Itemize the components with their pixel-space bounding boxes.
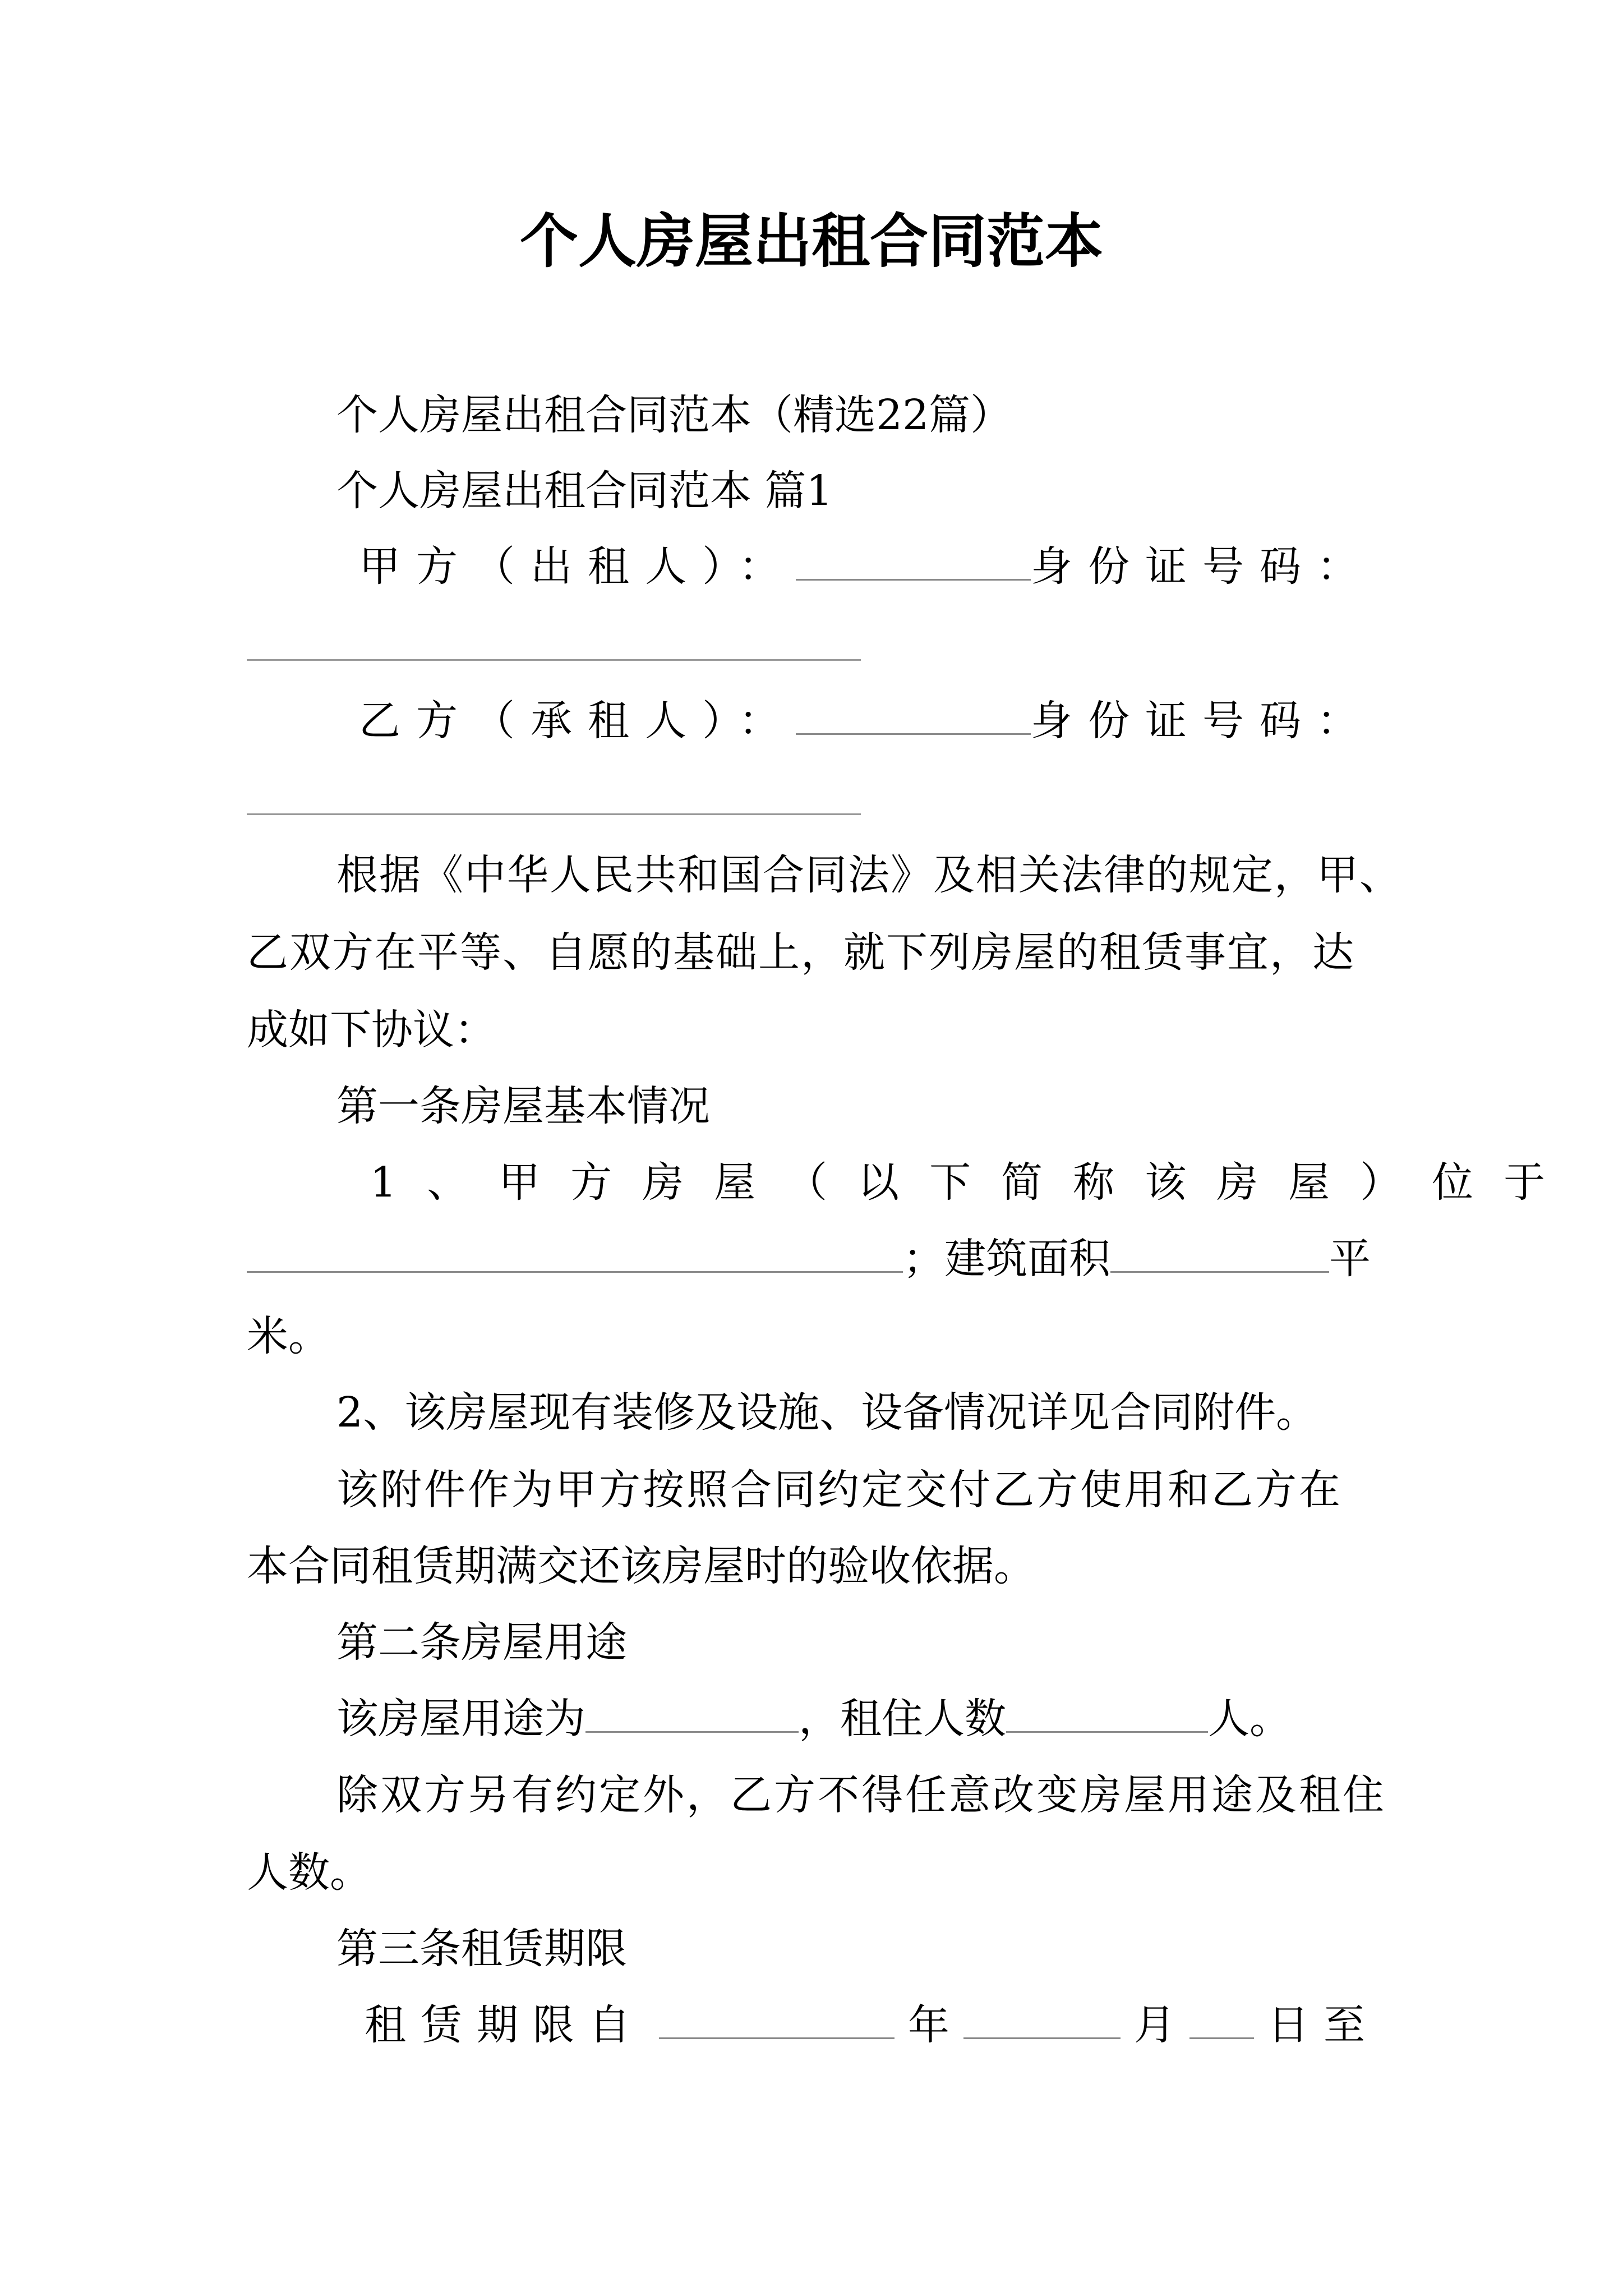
party-a-id-blank <box>247 659 861 661</box>
month-label: 月 <box>1134 2001 1175 2049</box>
start-month-blank <box>963 1997 1121 2039</box>
usage-label: 该房屋用途为 <box>336 1695 585 1743</box>
article1-item1-line3: 米。 <box>247 1312 330 1360</box>
occupants-unit: 人。 <box>1208 1695 1291 1743</box>
day-label: 日至 <box>1267 2001 1380 2049</box>
article2-heading: 第二条房屋用途 <box>336 1618 627 1667</box>
part-heading: 个人房屋出租合同范本 篇1 <box>336 467 833 515</box>
intro-line-2: 乙双方在平等、自愿的基础上，就下列房屋的租赁事宜，达 <box>247 928 1355 977</box>
party-a-name-blank <box>796 539 1031 581</box>
article1-item1-line1: 1、甲方房屋（以下简称该房屋）位于 <box>370 1158 1576 1207</box>
party-b-name-blank <box>796 693 1031 735</box>
party-a-label: 甲方（出租人）： <box>359 542 796 591</box>
party-b-label: 乙方（承租人）： <box>359 697 796 745</box>
restriction-line-2: 人数。 <box>247 1848 371 1897</box>
article3-heading: 第三条租赁期限 <box>336 1925 627 1973</box>
usage-blank <box>585 1691 799 1733</box>
occupants-blank <box>1006 1691 1208 1733</box>
start-day-blank <box>1189 1997 1254 2039</box>
party-a-id-label: 身份证号码： <box>1031 542 1374 591</box>
party-a-line <box>359 539 1374 595</box>
attachment-line-2: 本合同租赁期满交还该房屋时的验收依据。 <box>247 1542 1035 1590</box>
document-title: 个人房屋出租合同范本 <box>519 206 1103 275</box>
document-subtitle: 个人房屋出租合同范本（精选22篇） <box>336 391 1012 439</box>
intro-line-1: 根据《中华人民共和国合同法》及相关法律的规定，甲、 <box>336 851 1402 899</box>
article2-usage-line <box>336 1691 1291 1747</box>
party-b-id-blank <box>247 813 861 815</box>
area-label: ；建筑面积 <box>903 1235 1110 1283</box>
party-b-id-label: 身份证号码： <box>1031 697 1374 745</box>
article3-term-line <box>365 1997 1380 2053</box>
party-b-line <box>359 693 1374 749</box>
restriction-line-1: 除双方另有约定外，乙方不得任意改变房屋用途及租住 <box>336 1771 1386 1819</box>
term-label: 租赁期限自 <box>365 2001 645 2049</box>
article1-item1-line2 <box>247 1231 1380 1287</box>
article1-heading: 第一条房屋基本情况 <box>336 1082 710 1130</box>
area-unit: 平 <box>1329 1235 1371 1283</box>
attachment-line-1: 该附件作为甲方按照合同约定交付乙方使用和乙方在 <box>336 1466 1343 1514</box>
start-year-blank <box>659 1997 895 2039</box>
intro-line-3: 成如下协议： <box>247 1006 496 1054</box>
area-blank <box>1110 1231 1329 1273</box>
location-blank <box>247 1231 903 1273</box>
year-label: 年 <box>908 2001 949 2049</box>
occupants-label: ，租住人数 <box>799 1695 1006 1743</box>
article1-item2: 2、该房屋现有装修及设施、设备情况详见合同附件。 <box>336 1388 1318 1437</box>
